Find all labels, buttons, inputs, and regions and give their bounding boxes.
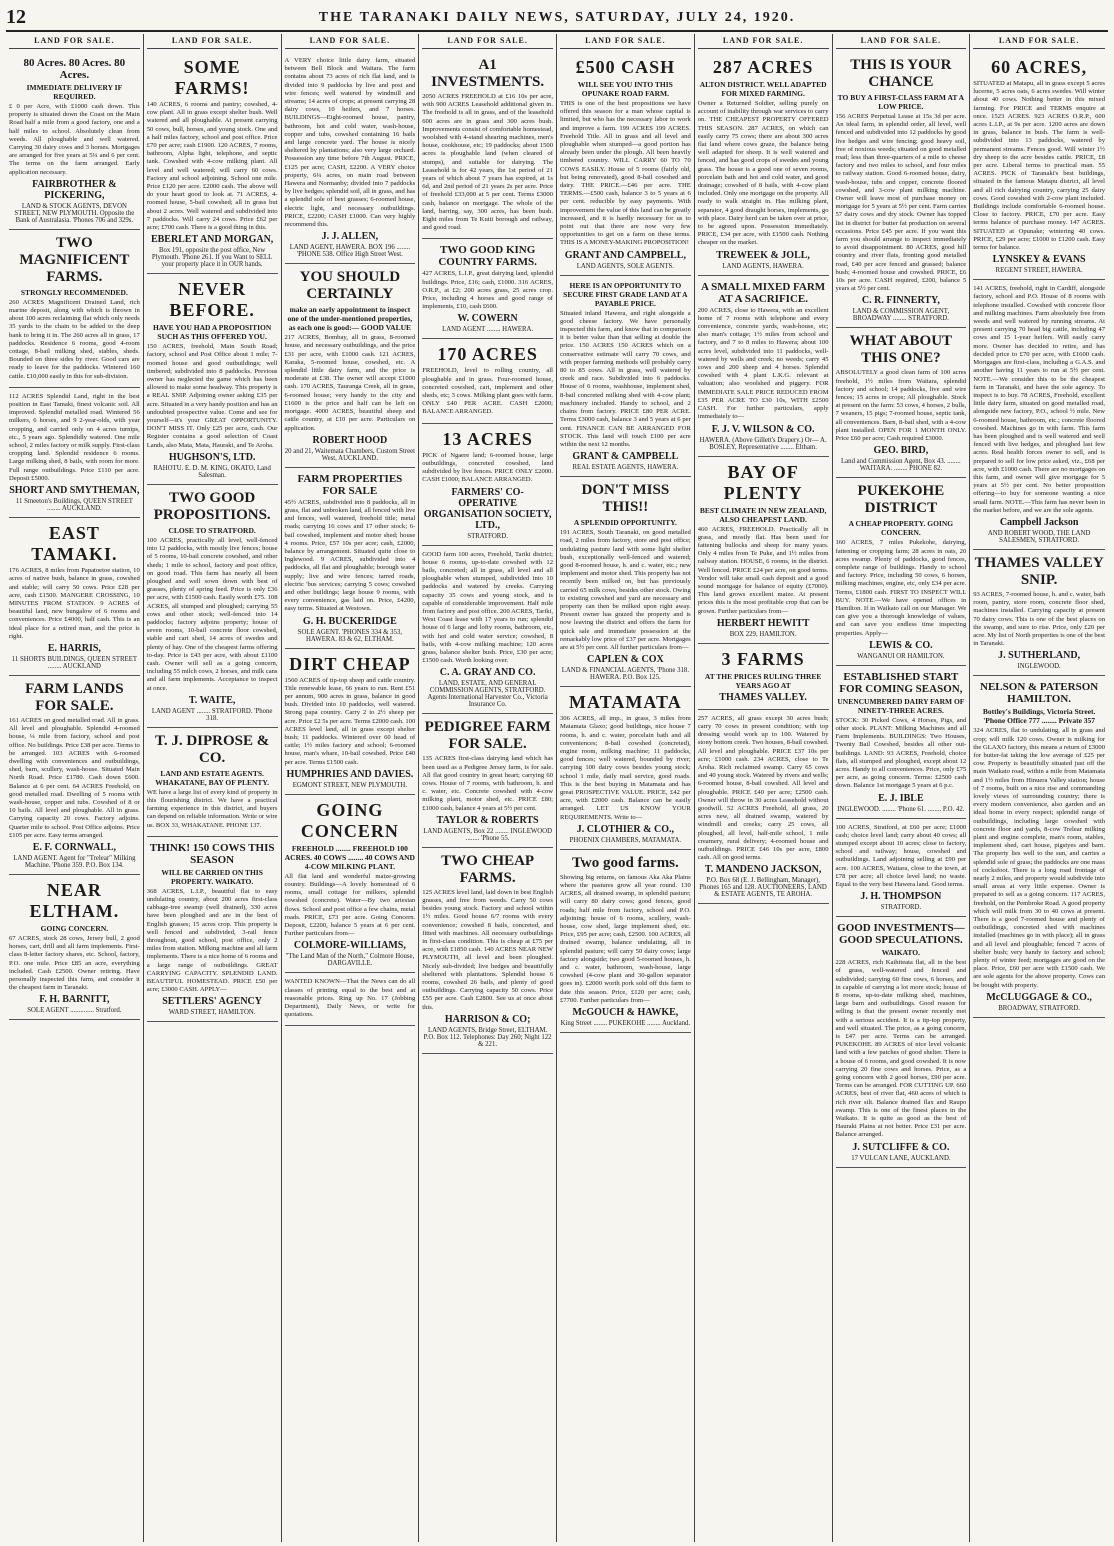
column-5 xyxy=(557,34,695,1542)
agent-name: E. HARRIS, xyxy=(47,642,101,654)
ad-body-text: 135 ACRES first-class dairying land which has been used as a Pedigree Jersey farm, is for sale. All flat good country in great heart; carrying 60 cows. House of 7 rooms, with bathroom, h. and c. water, etc. Concrete cowshed with 4-cow milking plant, motor shed, etc. PRICE £80; £1000 cash, balance 4 years at 5½ per cent. xyxy=(422,755,553,812)
ad-heading: FARM PROPERTIES FOR SALE xyxy=(297,472,403,497)
ad-heading: 80 Acres. 80 Acres. 80 Acres. xyxy=(23,57,126,81)
advertisement xyxy=(422,714,553,847)
ad-heading: 287 ACRES xyxy=(712,57,814,77)
advertisement xyxy=(698,710,829,905)
ad-body-text: 161 ACRES on good metalled road. All in grass. All level and ploughable. Splendid 4-roomed house, ¼ mile from factory, school and post office. No buildings. Price £38 per acre. Terms to be arranged. 103 ACRES with 6-roomed dwelling with conveniences and outbuildings, shed, barn, scullery, wash-house. Situated Main North Road. Price £1780. Cash down £600. Balance at 6 per cent. 64 ACRES Freehold, on good metalled road. Dwelling of 5 rooms with wash-house, copper and tubs. Cowshed of 8 or 10 bails. All level and ploughable. All in grass. Carrying capacity 20 cows. Factory adjoins. Quarter mile to school. Post Office adjoins. Price £105 per acre. Easy terms arranged. xyxy=(9,716,140,839)
agent-address: "The Land Man of the North," Colmore House, DARGAVILLE. xyxy=(285,953,415,968)
advertisement xyxy=(9,388,140,518)
agent-address: HAWERA. (Above Gillett's Drapery.) Or— A. BOSLEY, Representative ........ Eltham. xyxy=(699,436,827,451)
agent-name: GRANT AND CAMPBELL, xyxy=(564,249,686,261)
ad-subheading: FREEHOLD ........ FREEHOLD 100 ACRES. 40 COWS ........ 40 COWS AND 4-COW MILKING PLANT. xyxy=(284,843,415,871)
agent-address: SOLE AGENT .............. Stratford. xyxy=(27,1007,122,1015)
advertisement xyxy=(147,485,278,728)
advertisement xyxy=(698,644,829,710)
agent-name: SETTLERS' AGENCY xyxy=(162,996,262,1008)
advertisement xyxy=(422,424,553,546)
column-4 xyxy=(419,34,557,1542)
ad-heading: TWO CHEAP FARMS. xyxy=(441,852,535,886)
ad-body-text: 217 ACRES, Bombay, all in grass, 8-roomed house, and necessary outbuildings, and the price £31 per acre, with £1000 cash. 121 ACRES, Karaka, 5-roomed house, cowshed, etc. A splendid little dairy farm, and the price is moderate at £38. The owner will accept £1000 cash. 170 ACRES, Tauranga Creek, all in grass, 6-roomed house; very handy to the city and £1600 is the price and half can be left on mortgage. 4000 ACRES, beautiful sheep and cattle country, at £10 per acre. Particulars on application. xyxy=(284,334,416,432)
ad-heading: A SMALL MIXED FARM AT A SACRIFICE. xyxy=(701,280,826,305)
advertisement xyxy=(560,477,691,687)
ad-body-text: 257 ACRES, all grass except 30 acres bush; carry 70 cows in present condition; with top dressing would work up to 100. Watered by stony bottom creek. Two houses, 8-bail cowshed. All level and ploughable. PRICE £37 10s per acre; £1000 cash. 234 ACRES, close to Te Aroha. Rich reclaimed swamp. Carry 65 cows and 40 young stock. Watered by rivers and wells; 6-roomed house, 8-bail cowshed. All level and ploughable. PRICE £40 per acre; £2500 cash. Owner will throw in 30 acres Leasehold without goodwill. 52 ACRES Freehold, all grass, 20 acres new, all drained swamp, watered by windmill and creeks; carry 25 cows, all ploughed, all level, half-mile school, 1 mile creamery, rural delivery; 4-roomed house and outbuildings. PRICE £46 10s per acre, £800 cash. All on good terms. xyxy=(697,714,829,862)
ad-body-text: 93 ACRES, 7-roomed house, h. and c. water, bath room, pantry, store room, concrete floor shed, machines installed. Carrying capacity at present 70 dairy cows. This is one of the best places on the swamp, and sure to rise. Price, only £20 per acre. My list of North properties is one of the best in Taranaki. xyxy=(973,590,1105,648)
advertisement xyxy=(9,518,140,676)
agent-name: T. MANDENO JACKSON, xyxy=(704,864,822,876)
ad-body-text: £ 0 per Acre, with £1000 cash down. This property is situated down the Coast on the Main Road half a mile from a good factory, one and a half miles to school. Absolutely clean from weeds. All ploughable and well watered. Carrying 30 dairy cows and 3 horses. Mortgages are arranged for five years at 5¼ and 6 per cent. The terms on the farm arranged. Early application necessary. xyxy=(9,103,140,176)
ad-heading: 3 FARMS xyxy=(721,648,805,669)
ad-heading: NEVER BEFORE. xyxy=(169,279,255,321)
agent-address: RAHOTU. E. D. M. KING, OKATO, Land Salesman. xyxy=(153,464,271,479)
advertisement xyxy=(560,850,691,1033)
ad-subheading: make an early appointment to inspect one of the under-mentioned properties, as each one is good:— GOOD VALUE xyxy=(287,305,413,333)
ad-body-text: 191 ACRES, South Taranaki, on good metalled road, 2 miles from factory, store and post office; undulating pasture land with some light shelter bush, exceptionally well-fenced and watered; good 8-roomed house, h. and c. water, etc.; new implement and motor shed. This property has not recently been milked on, but has previously carried 65 milk cows, besides other stock. Owing to existing cowshed and yard are necessary and property can then be milked upon right away. Present owner has grazed the property and is now leaving the district and offers the farm for quick sale and immediate possession at the remarkably low price of £37 per acre. Mortgages are at 5½ per cent. All further particulars from— xyxy=(560,529,691,651)
column-6 xyxy=(695,34,833,1542)
ad-body-text: STOCK: 30 Picked Cows, 4 Horses, Pigs, and other stock. PLANT: Milking Machines and all Farm Implements. BUILDINGS: Two Houses, Twenty Bail Cowshed, besides all other out-buildings. LAND: 93 ACRES, Freehold, choice flats, all stumped and ploughed, except about 12 acres. Handy to all conveniences. Price, only £75 per acre, as going concern. Terms: £2500 cash down. Balance 1st mortgage 5 years at 6 p.c. xyxy=(835,716,967,790)
agent-address: LAND AGENT ........ STRATFORD. 'Phone 318. xyxy=(151,707,273,722)
agent-name: J. J. ALLEN, xyxy=(321,231,379,243)
advertisement xyxy=(973,280,1105,550)
agent-name: HERBERT HEWITT xyxy=(716,617,810,629)
column-header: LAND FOR SALE. xyxy=(147,34,278,49)
ad-heading: ESTABLISHED START FOR COMING SEASON, xyxy=(839,670,963,695)
column-7 xyxy=(833,34,971,1542)
agent-address: LAND AGENT, HAWERA. BOX 196 ........ 'PHONE 538. Office High Street West. xyxy=(289,244,411,259)
ad-body-text: 1560 ACRES of tip-top sheep and cattle country. Title renewable lease, 66 years to run. Rent £51 per annum, 900 acres in grass, balance in good bush. Divided into 10 paddocks, well watered. Strong papa country. Carry 2 to 2½ sheep per acre. Price £2 5s per acre. Terms £2000 cash. 100 ACRES level land, all in grass except shelter bush; 11 paddocks. Wintered over 60 head of cattle; 1½ miles factory and school; 6-roomed house, man's whare, 10-bail cowshed. Price £40 per acre. Terms £1500 cash. xyxy=(284,676,416,766)
ad-body-text: PICK of Ngaere land; 6-roomed house, large outbuildings, concreted cowshed, land subdivided by live fences. PRICE ONLY £2000. CASH £1000; BALANCE ARRANGED. xyxy=(422,451,553,484)
ad-subheading: HAVE YOU HAD A PROPOSITION SUCH AS THIS OFFERED YOU. xyxy=(152,323,272,342)
ad-body-text: WANTED KNOWN—That the News can do all classes of printing equal to the best and at reasonable prices. Ring up No. 17 (Jobbing Department), Daily News, or write for quotations. xyxy=(284,978,416,1019)
ad-subheading: Bottley's Buildings, Victoria Street. 'Phone Office 777 ........ Private 357 xyxy=(982,707,1096,726)
advertisement xyxy=(836,52,967,328)
ad-heading: FARM LANDS FOR SALE. xyxy=(25,680,124,714)
ad-body-text: A VERY choice little dairy farm, situated between Bell Block and Waitara. The farm contains about 73 acres of rich flat land, and is divided into 9 paddocks by live and post and wire fences; well watered by windmill and streams; 14 acres of crops; at present carrying 28 dairy cows, 10 heifers, and 7 horses. BUILDINGS—Eight-roomed house, pantry, bathroom, hot and cold water, wash-house, copper and tubs, cowshed containing 16 bails and large concrete yard. The house is nicely sheltered by plantations; also very large orchard. Possession any time before 7th August. PRICE, £125 per acre; CASH, £2200. A VERY choice property, 6¼ acres, on main road between Hawera and Normanby; divided into 7 paddocks by live hedges; splendid soil, all in grass, and has a splendid sole of best grasses; 6-roomed house, electric light, and necessary outbuildings. PRICE, £2200; CASH £1000. Can very highly recommend this. xyxy=(284,57,416,229)
columns-container xyxy=(6,34,1108,1542)
agent-address: P.O. Box 68 (E. J. Bellingham, Manager), Phones 165 and 128. AUCTIONEERS, LAND & ESTATE AGENTS, TE AROHA. xyxy=(699,877,827,899)
ad-subheading: STRONGLY RECOMMENDED. xyxy=(20,287,128,297)
agent-address: LAND & FINANCIAL AGENTS, 'Phone 318. HAWERA. P.O. Box 125. xyxy=(561,667,690,682)
agent-address: LAND AGENTS, SOLE AGENTS. xyxy=(576,262,674,270)
ad-heading: A1 INVESTMENTS. xyxy=(431,57,545,90)
ad-body-text: THIS is one of the best propositions we have offered this season for a man whose capital is limited, but who has the necessary labor to work and improve a farm. 199 ACRES 199 ACRES. Freehold Title. All in grass and all level and ploughable when stumped—a good portion has already been under the plough. All been heavily timbered country. WILL CARRY 60 TO 70 COWS EASILY. House of 5 rooms (fairly old, but being renovated), good 8-bail cowshed and dairy. THE PRICE.—£46 per acre. THE TERMS.—£500 cash, balance 3 to 5 years at 6 per cent. reducible by easy payments. With improvement the value of this land can be greatly increased, and it is hardly necessary for us to point out that there are now very few opportunities to get on a farm on these terms. THIS IS A MONEY-MAKING PROPOSITION! xyxy=(560,100,691,247)
agent-address: LAND AGENT. Agent for "Trelear" Milking Machine. 'Phone 359. P.O. Box 134. xyxy=(13,854,136,869)
advertisement xyxy=(285,795,416,974)
agent-name: E. F. CORNWALL, xyxy=(32,841,116,853)
agent-name: GEO. BIRD, xyxy=(873,445,929,457)
agent-name: J. SUTHERLAND, xyxy=(998,650,1081,662)
ad-heading: MATAMATA xyxy=(569,692,682,713)
agent-address: LAND AGENT ........ HAWERA. xyxy=(442,326,534,334)
ad-body-text: 460 ACRES, FREEHOLD. Practically all in grass, and mostly flat. Has been used for fattening bullocks and sheep for many years. Only 4 miles from Te Puke, and 1½ miles from railway station. HOUSE, 6 rooms, in the district. Well fenced. PRICE £24 per acre, on good terms. Vendor will take small cash deposit and a good sound mortgage for balance of equity (£7000). This land grows excellent maize. At present prices this is the most profitable crop that can be grown. Further particulars from— xyxy=(697,525,829,615)
agent-name: McCLUGGAGE & CO., xyxy=(986,991,1092,1003)
ad-body-text: 228 ACRES, rich Kaihiteata flat, all in the best of grass, well-watered and fenced and subdivided; carrying 60 fine cows, 6 horses, and in capable of carrying a lot more stock; house of 8 rooms, up-to-date milking shed, machines, large barn and outbuildings. Good reason for selling is that the present owner recently met with a serious accident. It is a tip-top property, and well situated. The price, as a going concern, is £47 per acre. Terms can be arranged. PUKEKOHE. 89 ACRES of nice level volcanic land with a few patches of good shelter. There is a house of 6 rooms, and good cowshed. It is now carrying 20 fine cows and horses. Price, as a going concern with 2 good horses, £90 per acre. Terms can be arranged. FOR CUTTING UP. 660 ACRES, best of river flat, 460 acres of which is rich river silt. Balance drained flax and Raupo swamp. This is one of the finest places in the Waikato. It is quite as good as the best of Hauraki Plains at not better. Price £31 per acre. Balance arranged. xyxy=(835,959,967,1139)
agent-address: REGENT STREET, HAWERA. xyxy=(995,267,1083,275)
ad-heading: THAMES VALLEY SNIP. xyxy=(974,554,1104,588)
agent-name: THAMES VALLEY. xyxy=(719,691,807,703)
agent-name: J. CLOTHIER & CO., xyxy=(576,823,674,835)
advertisement xyxy=(836,917,967,1167)
ad-body-text: Showing big returns, on famous Aka Aka Plains where the pastures grow all year round. 130 ACRES, all drained swamp, in splendid pasture; will carry 80 dairy cows; good fences, good roads; half mile from factory, school and P.O. adjoining; house of 6 rooms, scullery, wash-house, cow shed, large implement shed, etc. Price, £95 per acre; cash, £2500. 100 ACRES, all drained swamp, balance undulating, all in splendid pasture; will carry 50 dairy cows; large factory alongside; two good 5-roomed houses, h. and c. water, bathroom, wash-house, large cowshed (4-cow plant and 30-gallon separator goes in). £2000 worth pork sold off this farm to date this season. Price, £120 per acre; cash, £7700. Further particulars from— xyxy=(560,873,691,1004)
ad-body-text: All flat land and wonderful maize-growing country. Buildings—A lovely homestead of 6 rooms, small cottage for milkers, splendid cowshed (concrete). Water—By two artesian flows. School and post office a few chains, metal roads. PRICE, £73 per acre. Going Concern. Deposit, £2200, balance 5 years at 6 per cent. Further particulars from— xyxy=(284,872,416,938)
ad-heading: PEDIGREE FARM FOR SALE. xyxy=(424,719,551,753)
agent-address: LAND & STOCK AGENTS, DEVON STREET, NEW PLYMOUTH. Opposite the Bank of Australasia. 'Phones 706 and 329s. xyxy=(14,202,135,224)
ad-body-text: 176 ACRES, 8 miles from Papatoetoe station, 10 acres of native bush, balance in grass, cowshed and stable; will carry 50 cows. Price £28 per acre, cash £1500. MANGERE CROSSING, 10 MINUTES FROM STATION. 9 ACRES of beautiful land, new bungalow of 6 rooms and conveniences. Price £4000, half cash. This is an ideal place for a retired man, and the price is right. xyxy=(9,567,140,640)
ad-heading: NEAR ELTHAM. xyxy=(29,879,120,921)
agent-name: HUGHSON'S, LTD. xyxy=(168,451,256,463)
agent-name: LEWIS & CO. xyxy=(869,639,933,651)
agent-address: PHOENIX CHAMBERS, MATAMATA. xyxy=(569,836,682,844)
ad-body-text: 2050 ACRES FREEHOLD at £16 10s per acre, with 900 ACRES Leasehold additional given in. The freehold is all in grass, and of the leasehold 600 acres are in grass and 300 acres bush. Improvements consist of comfortable homestead, woolshed with 4-stand shearing machines, men's house, cookhouse, etc; 19 paddocks; about 1500 acres is ploughable land (when cleared of stumps), and suitable for dairying. The Leasehold is for 42 years, the 1st period of 21 years of which about 7 years has expired, at 1s 6d, and 2nd period of 21 years 2s per acre. Price of freehold £33,000 at 5 per cent. Terms £3000 cash, balance on mortgage. The whole of the land, barring, say, 300 acres, has been bush. Eight miles from Te Kuiti borough and railway, and good road. xyxy=(422,93,553,232)
ad-body-text: WE have a large list of every kind of property in this flourishing district. We have a practical farming experience in this district, and buyers can depend on reliable information. Write or wire us. BOX 33, WHAKATANE. PHONE 137. xyxy=(146,788,278,829)
ad-heading: THIS IS YOUR CHANCE xyxy=(850,57,952,90)
advertisement xyxy=(9,875,140,1020)
advertisement xyxy=(973,676,1105,1018)
advertisement xyxy=(285,468,416,649)
ad-body-text: 112 ACRES Splendid Land, right in the best position in East Tamaki, finest volcanic soil. All improved. Splendid metalled road. Wintered 56 milkers, 6 horses, and 9 2-year-olds, with year cropping, and carried only on 4 acres turnips, etc., 5 years ago. Splendidly watered. One mile school, 2 miles factory or milk supply. First-class cropping land. Splendid residence 6 rooms. Large milking shed, 8 bails, with room for more. Full range outbuildings. Price £110 per acre. Deposit £5000. xyxy=(9,392,140,482)
agent-address: EGMONT STREET, NEW PLYMOUTH. xyxy=(292,781,408,789)
agent-name: McGOUCH & HAWKE, xyxy=(572,1007,679,1019)
advertisement xyxy=(9,52,140,230)
ad-body-text: FREEHOLD, level to rolling country, all ploughable and in grass. Four-roomed house, concreted cowshed, cart, implement and other sheds, etc; 3 cows. Milking plant goes with farm. ONLY £40 PER ACRE. CASH £2000; BALANCE ARRANGED. xyxy=(422,367,553,416)
agent-name: T. WAITE, xyxy=(188,694,236,706)
agent-address: Land and Commission Agent, Box 43. ........ WAITARA. ........ PHONE 82. xyxy=(841,458,961,473)
advertisement xyxy=(836,478,967,665)
agent-address: STRATFORD. xyxy=(880,904,922,912)
advertisement xyxy=(422,848,553,1054)
masthead xyxy=(6,4,1108,32)
column-header: LAND FOR SALE. xyxy=(973,34,1105,49)
ad-subheading: A SPLENDID OPPORTUNITY. xyxy=(573,518,677,528)
ad-body-text: ABSOLUTELY a good clean farm of 100 acres freehold, 1½ miles from Waitara, splendid factory and school; 14 paddocks, live and wire fences; 15 acres in crops; All ploughable. Stock at present on the farm: 53 cows, 4 horses, 2 bulls, 7 weaners, 15 pigs; 7-roomed house, septic tank, all conveniences. Barn, 8-bail shed, with a 4-cow plant installed. OPEN FOR 1 MONTH ONLY. Price £60 per acre; Cash required £3000. xyxy=(835,369,967,443)
ad-heading: DON'T MISS THIS!! xyxy=(581,482,670,516)
advertisement xyxy=(973,52,1105,280)
ad-heading: Two good farms. xyxy=(571,854,679,871)
ad-subheading: CLOSE TO STRATFORD. xyxy=(168,525,256,535)
ad-body-text: 200 ACRES, close to Hawera, with an excellent home of 7 rooms with telephone and every convenience, concrete yards, wash-house, etc; also man's cottage; 1½ miles from school and factory, and 7 to 8 miles to Hawera; about 100 acres level, subdivided into 11 paddocks, well-watered by wells and creek; no weeds; carry 45 cows and 200 sheep and 4 horses. Splendid cowshed with 4 plant L.K.G. relevant at valuation; also woolshed and piggery. FOR IMMEDIATE SALE PRICE REDUCED FROM £35 PER ACRE TO £30 10s, WITH £2500 CASH. For further particulars, apply immediately to— xyxy=(697,306,829,421)
agent-address: LAND AGENTS, Box 22 ........ INGLEWOOD ........ 'Phone 55. xyxy=(423,827,552,842)
agent-address: King Street ........ PUKEKOHE ........ Auckland. xyxy=(560,1020,691,1028)
agent-address: BROADWAY, STRATFORD. xyxy=(998,1004,1081,1012)
advertisement xyxy=(973,550,1105,676)
agent-address: BOX 229, HAMILTON. xyxy=(729,630,797,638)
ad-body-text: SITUATED at Matapu, all in grass except 5 acres lucerne, 5 acres oats, 6 acres swedes. Will winter about 40 cows. Nothing better in this mixed farming. For PRICE and TERMS enquire at once. 1523 ACRES. 923 ACRES O.R.P., 600 acres L.I.P., at 9s per acre. 1200 acres are down in grass, balance in bush. The farm is well-subdivided into 13 paddocks, watered by permanent streams. Fences good. Will winter 1½ dry sheep to the acre besides cattle. PRICE, £8 per acre. Liberal terms to practical man. 55 ACRES. PICK of Taranaki's best buildings, situated in the famous Matapu district, all level and all rich dairying country, carrying 25 dairy cows. Good cowshed with 2-cow plant included. Buildings include comfortable 6-roomed house. Close to factory. PRICE, £70 per acre. Easy terms balance of purchase money. 147 ACRES. SITUATED at Opunake; wintering 40 cows. PRICE, £29 per acre; £1000 to £1200 cash. Easy terms for balance. xyxy=(973,80,1105,252)
advertisement xyxy=(698,52,829,276)
ad-body-text: 306 ACRES, all imp., in grass, 3 miles from Matamata Glaxo; good buildings, nice house 7 rooms, h. and c. water, porcelain bath and all conveniences; 8-bail cowshed (concreted), engine room, milking machine; 11 paddocks, good fences; well watered, bounded by river; carrying 100 dairy cows besides young stock; school 1 mile, daily mail service, good roads. This is the best buying in Matamata and has great PROSPECTIVE VALUE. PRICE, £42 per acre, with £2000 cash. Balance can be easily arranged. LET US KNOW YOUR REQUIREMENTS. Write to— xyxy=(560,715,691,821)
ad-subheading: HERE IS AN OPPORTUNITY TO SECURE FIRST GRADE LAND AT A PAYABLE PRICE. xyxy=(563,280,688,308)
column-header: LAND FOR SALE. xyxy=(836,34,967,49)
ad-subheading: LAND AND ESTATE AGENTS. WHAKATANE, BAY OF PLENTY. xyxy=(155,768,270,787)
agent-address: WARD STREET, HAMILTON. xyxy=(168,1009,256,1017)
agent-name: TAYLOR & ROBERTS xyxy=(436,814,539,826)
page-number: 12 xyxy=(6,6,26,28)
ad-body-text: 141 ACRES, freehold, right in Cardiff, alongside factory, school and P.O. House of 8 rooms with telephone installed. Cowshed with concrete floor and milking machines. Farm absolutely free from weeds and well watered by running streams. At present carrying 70 head big cattle, including 47 cows and 15 1-year heifers. Will easily carry more. Owner has decided to retire, and has decided price to £70 per acre, with £1600 cash. Mortgages are first-class, including a G.A.S. and another having 11 years to run at 5½ per cent. NOTE.—We consider this to be the cheapest farm in Taranaki, and have the sole agency. To inspect is to buy. 78 ACRES, Freehold, excellent little dairy farm, situated on good metalled road, alongside new factory, P.O., school ½ mile. New 6-roomed house, bathroom, etc.; concrete floored cowshed. Machines go in with farm. This farm has been ploughed and is well watered and well fenced with live hedges, and ploughed last few acres. Real health forces owner to sell, and is prepared to sell for low price asked, viz., £68 per acre, with £1000 cash. There are no mortgages on this farm, and owner will give mortgage for 5 years at 5½ per cent. No better proposition offering—to buy for someone wanting a nice small farm. NOTE.—This farm has never been in the market before, and we are the sole agents. xyxy=(973,285,1105,514)
advertisement xyxy=(9,676,140,875)
agent-name: E. J. IBLE xyxy=(878,792,924,804)
agent-name: FARMERS' CO-OPERATIVE ORGANISATION SOCIETY, LTD., xyxy=(423,486,552,531)
column-header: LAND FOR SALE. xyxy=(560,34,691,49)
ad-body-text: 125 ACRES level land, laid down in best English grasses, and free from weeds. Carry 50 cows besides young stock. Factory and school within 1½ miles. Good house 6/7 rooms with every convenience; cowshed 8 bails, concreted, and fitted with machines. All necessary outbuildings in first-class condition. This is cheap at £75 per acre, with £1850 cash. 140 ACRES NEAR NEW PLYMOUTH, all level and been ploughed. Nicely sub-divided; live hedges and beautifully sheltered with plantations. Splendid house 6 rooms, cowshed 26 bails, and plenty of good outbuildings. Carrying capacity 50 cows. Price £55 per acre. Cash £2800. See us at once about this. xyxy=(422,888,553,1011)
ad-heading: THINK! 150 COWS THIS SEASON xyxy=(149,841,275,866)
ad-heading: PUKEKOHE DISTRICT xyxy=(857,483,945,517)
ad-subheading: TO BUY A FIRST-CLASS FARM AT A LOW PRICE. xyxy=(837,93,965,111)
ad-heading: NELSON & PATERSON HAMILTON. xyxy=(980,681,1099,706)
advertisement xyxy=(836,819,967,918)
agent-address: LAND & COMMISSION AGENT, BROADWAY ........ STRATFORD. xyxy=(852,308,950,323)
agent-address: REAL ESTATE AGENTS, HAWERA. xyxy=(572,464,679,472)
advertisement xyxy=(836,328,967,478)
ad-subheading: GOING CONCERN. xyxy=(40,923,109,933)
ad-body-text: 160 ACRES, 7 miles Pukekohe, dairying, fattening or cropping farm; 28 acres in oats, 20 acres swamp. Plenty of paddocks, good fences, complete range of buildings. Handy to school and factory. Price, including 50 cows, 6 horses, milking machines, engine, etc, only £34 per acre. Terms, £1800 cash. FIRST TO INSPECT WILL BUY. NOTE.—We have opened offices in Hamilton. If in Waikato call on our Manager. We can give you a thorough knowledge of values, and can save you endless time inspecting properties. Apply— xyxy=(835,539,967,637)
ad-body-text: Situated inland Hawera, and right alongside a good cheese factory. We have personally inspected this farm, and know that in comparison it is better value than that selling at double the price. 150 ACRES 150 ACRES which on a conservative estimate will carry 70 cows, and with proper farming methods will probably carry 80 to 85 cows. All in grass, well watered by creek and race. Subdivided into 6 paddocks. House of 6 rooms, washhouse, implement shed, 8-bail concreted milking shed with 4-cow plant; machinery included. Handy to school, and 2 chains from factory. PRICE £80 PER ACRE. Terms £3000 cash, balance 3 and 5 years at 6 per cent. FINANCE CAN BE ARRANGED FOR STOCK. This land will touch £100 per acre within the next 12 months. xyxy=(560,309,691,448)
ad-subheading: WILL BE CARRIED ON THIS PROPERTY. WAIKATO. xyxy=(161,867,263,886)
ad-body-text: 156 ACRES Perpetual Lease at 15s 3d per acre. An ideal farm, in splendid order, all level, well fenced and subdivided into 12 paddocks by good live hedges and wire fencing; good heavy soil, free of noxious weeds; situated on good metalled road; less than three-quarters of a mile to cheese factory and two miles to school, and four miles to railway station. Good 6-roomed house, dairy, wash-house, tubs and copper, concrete floored cowshed, and 3-cow plant milking machine. Owner will leave most of purchase money on mortgage for 5 years at 5½ per cent. Farm carries 57 dairy cows and dry stock. Owner has topped list in district for butter fat production on several occasions. Price £45 per acre. If you want this farm you should arrange to inspect immediately to avoid disappointment. 80 ACRES, good hill country and river flats, fronting good metalled road, £40 per acre fenced and grassed; balance bush; 4-roomed house and cowshed. PRICE, £6 10s per acre. CASH required, £200, balance 5 years at 5½ per cent. xyxy=(835,113,967,293)
ad-body-text: 140 ACRES, 6 rooms and pantry; cowshed, 4-cow plant. All in grass except shelter bush. Well watered and all ploughable. At present carrying 50 cows, bull, horses, and young stock. One and a half miles factory, school and post office. Price £70 per acre; cash £1900. 120 ACRES, 7 rooms, bathroom, Alpha light, telephone, and septic tank. Cowshed with 4-cow milking plant. All level and well watered; will carry 60 cows. Factory and school adjoining. School one mile. Price £120 per acre. £2000 cash. The above will do your heart good to look at. 71 ACRES, 4-roomed house, 5-bail cowshed; all in grass but about 2 acres. Well watered and subdivided into 7 paddocks. Will carry 24 cows. Price £62 per acre; £700 cash. There is a good thing in this. xyxy=(146,101,278,232)
advertisement xyxy=(836,666,967,819)
advertisement xyxy=(422,546,553,715)
agent-address: 20 and 21, Waitemata Chambers, Custom Street West, AUCKLAND. xyxy=(284,447,416,462)
column-header: LAND FOR SALE. xyxy=(422,34,553,49)
agent-address: 11 SHORTS BUILDINGS, QUEEN STREET ........ AUCKLAND xyxy=(11,655,138,670)
ad-subheading: IMMEDIATE DELIVERY IF REQUIRED. xyxy=(26,83,123,101)
agent-name: COLMORE-WILLIAMS, xyxy=(293,940,406,952)
ad-heading: BAY OF PLENTY xyxy=(723,461,803,503)
ad-subheading: AT THE PRICES RULING THREE YEARS AGO AT xyxy=(704,671,822,690)
advertisement xyxy=(285,52,416,264)
advertisement xyxy=(422,52,553,239)
agent-address: Box 191, opposite the post office, New Plymouth. 'Phone 261. If you Want to SELL your property place it in OUR hands. xyxy=(151,247,273,269)
agent-name: EBERLET AND MORGAN, xyxy=(150,234,274,246)
ad-heading: DIRT CHEAP xyxy=(289,653,411,674)
ad-heading: TWO GOOD KING COUNTRY FARMS. xyxy=(438,244,537,269)
ad-heading: SOME FARMS! xyxy=(174,57,250,98)
advertisement xyxy=(698,457,829,644)
agent-name: FAIRBROTHER & PICKERING, xyxy=(32,178,117,201)
advertisement xyxy=(560,52,691,276)
advertisement xyxy=(147,728,278,837)
ad-heading: £500 CASH xyxy=(575,57,676,77)
advertisement xyxy=(285,973,416,1026)
advertisement xyxy=(147,274,278,485)
ad-subheading: ALTON DISTRICT. WELL ADAPTED FOR MIXED FARMING. xyxy=(699,80,827,98)
column-1 xyxy=(6,34,144,1542)
agent-name: CAPLEN & COX xyxy=(587,654,664,666)
advertisement xyxy=(9,230,140,388)
agent-name: HUMPHRIES AND DAVIES. xyxy=(286,768,414,780)
agent-address: INGLEWOOD. ........ 'Phone 61. ........ P.O. 42. xyxy=(837,805,965,813)
agent-name: TREWEEK & JOLL, xyxy=(716,249,810,261)
agent-address: LAND AGENTS, Bridge Street, ELTHAM. P.O. Box 112. Telephones: Day 260; Night 122 & 221. xyxy=(423,1026,552,1048)
agent-address: LAND, ESTATE, AND GENERAL COMMISSION AGENTS, STRATFORD. Agents International Harvester Co., Victoria Insurance Co. xyxy=(427,680,548,709)
ad-body-text: 427 ACRES, L.I.P., great dairying land, splendid buildings. Price, £16; cash, £1000. 316 ACRES, O.R.P., at £2; 200 acres grass, 25 acres crop. Price, including 4 horses and good range of implements, £10, cash £600. xyxy=(422,270,553,311)
agent-name: F. H. BARNITT, xyxy=(39,994,110,1006)
ad-body-text: 100 ACRES, Stratford, at £60 per acre; £1000 cash; choice level land; carry about 40 cows; all stumped except about 10 acres; close to factory, school and railway; house, cowshed and outbuildings. Land adjoining selling at £90 per acre. 100 ACRES, Waitara, close to the town, at £78 per acre; all choice level land; no waste. Equal to the very best Hawera land. Good terms. xyxy=(835,823,967,888)
ad-body-text: 150 ACRES, freehold, Main South Road; factory, school and Post Office about 1 mile; 7-roomed house and good outbuildings; well timbered; subdivided into 8 paddocks. Previous owner has neglected the game which has been allowed to make some headway. This property is a REAL SNIP. Adjoining owner asking £35 per acre. Situated in a very handy position and has an undoubted prospective value. Come and see for yourself—it's your GREAT OPPORTUNITY. DON'T MISS IT. Only £25 per acre, cash. Our Register contains a good selection of Coast Lands, also Mata, Mata, Hauraki, and Te Aroha. xyxy=(146,343,278,449)
ad-heading: WHAT ABOUT THIS ONE? xyxy=(849,333,953,367)
ad-heading: GOING CONCERN xyxy=(300,799,399,841)
advertisement xyxy=(147,52,278,274)
column-header: LAND FOR SALE. xyxy=(9,34,140,49)
ad-heading: GOOD INVESTMENTS—GOOD SPECULATIONS. xyxy=(837,922,965,947)
ad-body-text: Owner a Returned Soldier, selling purely on account of inability through war services to carry on. THE CHEAPEST PROPERTY OFFERED THIS SEASON. 287 ACRES, on which can easily carry 75 cows; there are about 300 acres flat land where cows graze, the balance being well adapted for sheep. It is well watered and fenced, and has good crops of swedes and young grass. The house is a good one of seven rooms, porcelain bath and hot and cold water, and good drainage; cowshed of 8 bails, with 4-cow plant included. Only one mortgage on the property. All ready to walk straight in. Has milking plant, separator, 4 good draught horses, implements, go with place. Dairy herd can be taken over at price, to be agreed upon. Possession immediately. PRICE, £34 per acre, with £1500 cash. Nothing cheaper on the market. xyxy=(697,100,829,247)
advertisement xyxy=(560,687,691,850)
agent-address: WANGANUI OR HAMILTON. xyxy=(857,652,945,660)
column-3 xyxy=(282,34,420,1542)
ad-body-text: 100 ACRES, practically all level, well-fenced into 12 paddocks, with mostly live fences; house of 5 rooms, 10-bail concrete cowshed, and other sheds; 1 mile to school, factory and post office, on good road. This farm has nearly all been ploughed and well sown down with best of grasses, plenty of spring feed. Price is only £36 per acre, with £1500 cash. Easily worth £75. 108 ACRES, all stumped and ploughed; carrying 55 cows and other stock; well-fenced into 14 paddocks; factory adjoins property; house of seven rooms, 10-bail concrete floor cowshed, stable and cart shed, 14 acres of swedes and plenty of hay. One of the cheapest farms offering to-day. Price is £43 per acre, with about £1100 cash. Owner will sell as a going concern, including 55 milch cows, 2 horses, and milk cans and all farm implements. Acceptance to inspect at once. xyxy=(146,536,278,692)
agent-address: 17 VULCAN LANE, AUCKLAND. xyxy=(851,1154,951,1162)
agent-name: J. H. THOMPSON xyxy=(860,891,942,903)
ad-heading: EAST TAMAKI. xyxy=(31,523,118,565)
column-header: LAND FOR SALE. xyxy=(285,34,416,49)
agent-name: SHORT AND SMYTHEMAN, xyxy=(9,485,140,497)
ad-subheading: A CHEAP PROPERTY. GOING CONCERN. xyxy=(848,519,954,538)
ad-body-text: 45½ ACRES, subdivided into 8 paddocks, all in grass, flat and unbroken land, all fenced with live and fences, well watered, freehold title; metal roads; carrying 16 cows and 17 other stock; 6-bail cowshed, implement and motor shed; house 4 rooms. Price, £57 10s per acre; cash, £2000, balance by arrangement. Situated quite close to Inglewood. 9 ACRES, subdivided into 4 paddocks, all flat and ploughable; borough water supply; live and wire fences; tarred roads, electric 'bus services; carrying 5 cows; cowshed and other buildings; large house 9 rooms, with every convenience, gas laid on. Price, £4200, easy terms. Situated at Westown. xyxy=(284,498,416,613)
ad-heading: 170 ACRES xyxy=(437,344,538,365)
ad-subheading: WAIKATO. xyxy=(881,948,921,958)
column-2 xyxy=(144,34,282,1542)
agent-name: G. H. BUCKERIDGE xyxy=(302,615,397,627)
advertisement xyxy=(422,339,553,423)
advertisement xyxy=(698,276,829,457)
ad-heading: 60 ACRES, xyxy=(991,57,1088,77)
ad-subheading: WILL SEE YOU INTO THIS OPUNAKE ROAD FARM. xyxy=(577,80,673,98)
ad-heading: 13 ACRES xyxy=(442,428,533,449)
agent-name: C. A. GRAY AND CO. xyxy=(439,667,536,679)
agent-name: ROBERT HOOD xyxy=(312,434,388,446)
column-8 xyxy=(970,34,1108,1542)
ad-heading: YOU SHOULD CERTAINLY xyxy=(299,269,401,303)
ad-body-text: 260 ACRES Magnificent Drained Land, rich marine deposit, along with which is thrown in about 100 acres reclaiming flat which only needs 35 yards to the chain to be added to the deep bank to bring it in. The 260 acres all in grass, 17 paddocks. Residence 6 rooms, good 4-room cottage, 8-bail milking shed, stables, sheds. Bounded on three sides by river. Good cars are ready to leave for the paddocks. Wintered 160 cattle. £10,000 easily in this for sub-division. xyxy=(9,298,140,380)
ad-heading: T. J. DIPROSE & CO. xyxy=(154,732,270,766)
ad-heading: TWO MAGNIFICENT FARMS. xyxy=(19,234,130,285)
advertisement xyxy=(422,239,553,339)
agent-address: STRATFORD. xyxy=(467,532,508,540)
agent-address: 11 Smeeton's Buildings, QUEEN STREET ........ AUCKLAND. xyxy=(15,498,133,513)
agent-address: INGLEWOOD. xyxy=(1017,663,1061,671)
agent-name: C. R. FINNERTY, xyxy=(861,295,940,307)
agent-name: Campbell Jackson xyxy=(999,516,1079,528)
ad-heading: TWO GOOD PROPOSITIONS. xyxy=(153,489,271,523)
agent-name: F. J. V. WILSON & CO. xyxy=(711,423,815,435)
ad-body-text: 67 ACRES, stock 28 cows, Jersey bull, 2 good horses, cart, drill and all farm implements. First-class 8-letter factory shares, etc. School, factory, P.O. one mile. Price £85 an acre, everything included. Cash £2500. Owner retiring. Have personally inspected this farm, and consider it the cheapest farm in Taranaki. xyxy=(9,934,140,992)
newspaper-title: THE TARANAKI DAILY NEWS, SATURDAY, JULY 24, 1920. xyxy=(318,10,796,25)
agent-address: SOLE AGENT. 'PHONES 334 & 353, HAWERA. 83 & 62, ELTHAM. xyxy=(297,628,403,643)
advertisement xyxy=(560,276,691,477)
advertisement xyxy=(285,649,416,795)
agent-name: GRANT & CAMPBELL xyxy=(572,451,679,463)
advertisement xyxy=(285,264,416,467)
agent-name: LYNSKEY & EVANS xyxy=(992,254,1086,266)
column-header: LAND FOR SALE. xyxy=(698,34,829,49)
advertisement xyxy=(147,837,278,1023)
ad-body-text: 324 ACRES, flat to undulating, all in grass and crop; will milk 120 cows. Owner is milking for the GLAXO factory, this means a return of £3000 for butter-fat taking the low average of £25 per cow. Property is beautifully situated just off the main Waikato road, within a mile from Matamata and 1½ miles from Hinuera Valley station; house of 7 rooms, built on a nice rise and commanding lovely views of surrounding country; there is every modern convenience, also garden and an ideal home in every respect; splendid range of outbuildings, including large cowshed with concrete floor and yards, 8-cow Trelear milking plant and engine complete, man's room, stables, implement shed, cart house, pigstyes and barn. The property lies well to the sun, and carries a splendid sole of grass; the paddocks are one mass of cocksfoot. There is a long road frontage of nearly 2 miles, and property would subdivide into small areas at very little expense. Owner is prepared to sell as a going concern. 117 ACRES, freehold, on the Pembroke Road. A good property which will milk from 30 to 40 cows at present. There is a good 7-roomed house and plenty of outbuildings, concreted shed with machines installed (machines go in with place); all in grass and all level and ploughable; fenced 7 acres of shelter bush; very handy to factory and school; plenty of winter feed; mortgages are good on the place. Price, £60 per acre with £1500 cash. We are sole agents for the above property. Cows can be bought with property. xyxy=(973,727,1105,989)
agent-name: HARRISON & CO; xyxy=(444,1013,531,1025)
ad-subheading: BEST CLIMATE IN NEW ZEALAND, ALSO CHEAPEST LAND. xyxy=(699,505,827,524)
ad-subheading: UNENCUMBERED DAIRY FARM OF NINETY-THREE ACRES. xyxy=(837,696,965,715)
agent-name: W. COWERN xyxy=(457,313,518,325)
agent-address: LAND AGENTS, HAWERA. xyxy=(722,262,804,270)
ad-body-text: 368 ACRES, L.I.P., beautiful flat to easy undulating country, about 200 acres first-class cabbage-tree swamp (well drained), 330 acres have been ploughed and are in the best of English grasses; 15 acres crop. This property is well fenced and subdivided, 3-rail fence throughout, good school, post office, only 2 miles from station. Milking machine and all farm implements. There is a nice home of 6 rooms and a large range of outbuildings. GREAT CARRYING CAPACITY. SPLENDID LAND. BEAUTIFUL HOMESTEAD. PRICE £50 per acre; £3000 CASH. APPLY— xyxy=(146,887,278,994)
ad-body-text: GOOD farm 100 acres, Freehold, Tariki district; house 6 rooms, up-to-date cowshed with 12 bails, concreted; all in grass, all level and all ploughable when stumped, subdivided into 10 paddocks and watered by creeks. Carrying capacity 35 cows and young stock, and is capable of considerable improvement. Half mile from factory and post office. 200 ACRES, Tariki, West Coast lease with 17 years to run; splendid house of 6 large and lofty rooms, bathroom, etc, with hot and cold water service; cowshed, 8 bails, with 4-cow milking machine; 120 acres grass, balance shelter bush. Price, £30 per acre; £1500 cash. Worth looking over. xyxy=(422,550,553,665)
agent-address: AND ROBERT WOOD, THE LAND SALESMEN, STRATFORD. xyxy=(987,529,1091,544)
agent-name: J. SUTCLIFFE & CO. xyxy=(852,1141,950,1153)
